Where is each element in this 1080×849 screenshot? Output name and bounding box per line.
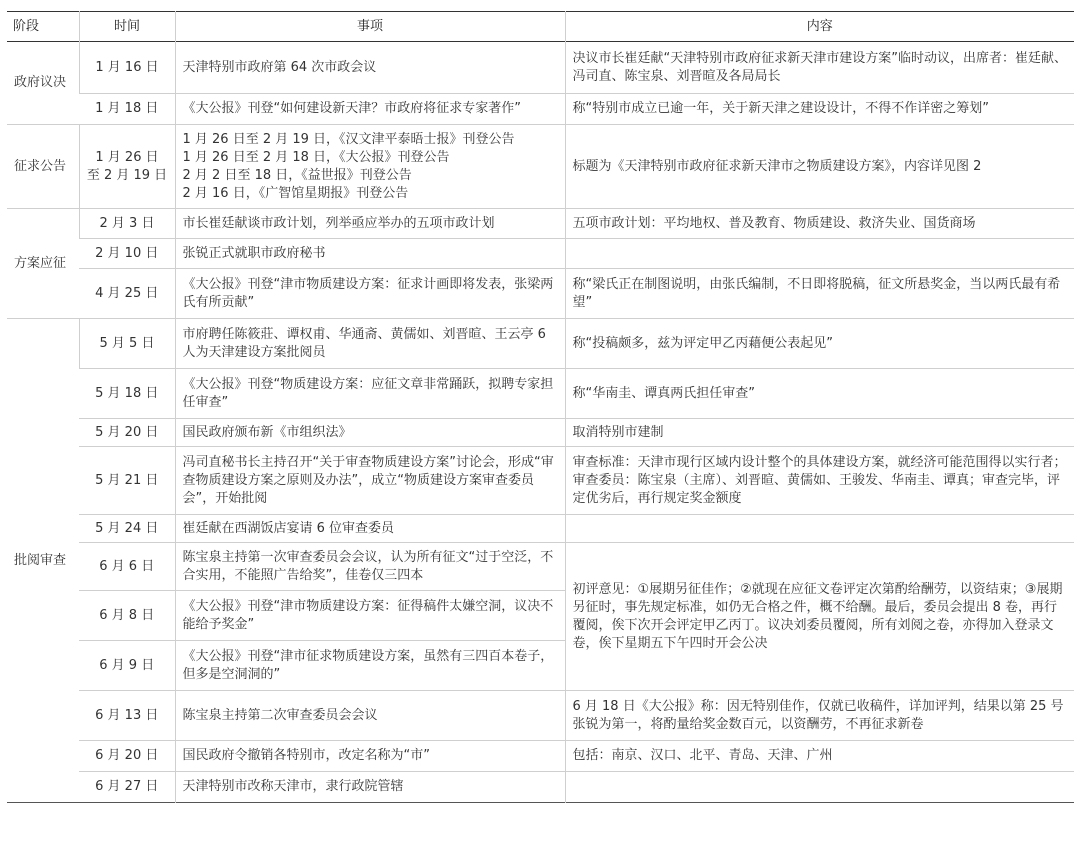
stage-cell: 批阅审查 (14, 552, 67, 568)
content-cell: 审查标准：天津市现行区域内设计整个的具体建设方案，就经济可能范围得以实行者；审查委员：陈宝泉（主席）、刘晋暄、黄儒如、王骏发、华南圭、谭真；审查完毕，评定优劣后，再行规定奖金额度 (565, 447, 1074, 515)
time-cell: 2 月 10 日 (95, 245, 159, 261)
time-cell: 6 月 27 日 (95, 779, 159, 794)
content-cell: 称“梁氏正在制图说明，由张氏编制，不日即将脱稿，征文所悬奖金，当以两氏最有希望” (565, 269, 1074, 319)
table-row (7, 94, 1074, 125)
event-cell: 《大公报》刊登“物质建设方案：应征文章非常踊跃，拟聘专家担任审查” (175, 369, 565, 419)
table-row (7, 515, 1074, 543)
event-cell: 陈宝泉主持第一次审查委员会会议，认为所有征文“过于空泛，不合实用，不能照广告给奖”，佳卷仅三四本 (175, 543, 565, 591)
event-cell: 《大公报》刊登“津市征求物质建设方案，虽然有三四百本卷子，但多是空洞洞的” (175, 641, 565, 691)
time-cell: 5 月 20 日 (95, 424, 159, 440)
time-cell: 6 月 13 日 (95, 707, 159, 723)
event-line: 1 月 26 日至 2 月 19 日，《汉文津平泰晤士报》刊登公告 (182, 131, 515, 147)
header-content: 内容 (565, 12, 1074, 42)
stage-cell: 方案应征 (14, 255, 67, 271)
event-line: 1 月 26 日至 2 月 18 日，《大公报》刊登公告 (182, 149, 450, 165)
event-cell: 冯司直秘书长主持召开“关于审查物质建设方案”讨论会，形成“审查物质建设方案之原则及办法”，成立“物质建设方案审查委员会”，开始批阅 (175, 447, 565, 515)
event-cell: 《大公报》刊登“津市物质建设方案：征求计画即将发表，张梁两氏有所贡献” (175, 269, 565, 319)
time-line: 至 2 月 19 日 (86, 167, 168, 183)
event-cell: 天津特别市政府第 64 次市政会议 (175, 42, 565, 94)
content-cell: 称“华南圭、谭真两氏担任审查” (565, 369, 1074, 419)
table-row (7, 369, 1074, 419)
event-cell: 市长崔廷献谈市政计划，列举亟应举办的五项市政计划 (175, 209, 565, 239)
time-cell: 6 月 8 日 (99, 607, 155, 623)
content-cell: 称“投稿颇多，兹为评定甲乙丙藉便公表起见” (565, 319, 1074, 369)
content-cell: 6 月 18 日《大公报》称：因无特别佳作，仅就已收稿件，详加评判，结果以第 25 号张锐为第一，将酌量给奖金数百元，以资酬劳，不再征求新卷 (565, 691, 1074, 741)
event-cell: 陈宝泉主持第二次审查委员会会议 (175, 691, 565, 741)
table-header-row (7, 12, 1074, 42)
time-cell: 6 月 20 日 (95, 748, 159, 763)
time-cell: 5 月 21 日 (95, 472, 159, 488)
table-row (7, 419, 1074, 447)
header-time: 时间 (79, 12, 175, 42)
time-cell: 1 月 18 日 (95, 101, 159, 116)
table-row (7, 543, 1074, 591)
table-row (7, 125, 1074, 209)
content-cell (565, 515, 1074, 543)
content-cell: 取消特别市建制 (565, 419, 1074, 447)
event-cell: 天津特别市改称天津市，隶行政院管辖 (175, 772, 565, 803)
event-cell (175, 125, 565, 209)
time-cell: 5 月 24 日 (95, 520, 159, 536)
table-row (7, 42, 1074, 94)
time-cell (79, 125, 175, 209)
content-cell: 标题为《天津特别市政府征求新天津市之物质建设方案》，内容详见图 2 (565, 125, 1074, 209)
table-row (7, 741, 1074, 772)
time-cell: 4 月 25 日 (95, 285, 159, 301)
table-row (7, 319, 1074, 369)
event-cell: 国民政府令撤销各特别市，改定名称为“市” (175, 741, 565, 772)
event-cell: 国民政府颁布新《市组织法》 (175, 419, 565, 447)
time-cell: 2 月 3 日 (79, 209, 175, 239)
content-cell: 初评意见：①展期另征佳作；②就现在应征文卷评定次第酌给酬劳，以资结束；③展期另征时，事先规定标准，如仍无合格之件，概不给酬。最后，委员会提出 8 卷，再行覆阅，俟下次开会评定甲乙丙丁。议决刘委员覆阅，所有刘阅之卷，亦得加入登录文卷，俟下星期五下午四时开会公决 (565, 543, 1074, 691)
table-row (7, 447, 1074, 515)
table-row (7, 209, 1074, 239)
table-row (7, 269, 1074, 319)
content-cell: 决议市长崔廷献“天津特别市政府征求新天津市建设方案”临时动议，出席者：崔廷献、冯司直、陈宝泉、刘晋暄及各局局长 (565, 42, 1074, 94)
time-cell: 6 月 6 日 (99, 558, 155, 574)
event-cell: 《大公报》刊登“如何建设新天津？市政府将征求专家著作” (175, 94, 565, 125)
content-cell: 五项市政计划：平均地权、普及教育、物质建设、救济失业、国货商场 (565, 209, 1074, 239)
event-cell: 崔廷献在西湖饭店宴请 6 位审查委员 (175, 515, 565, 543)
table-row (7, 691, 1074, 741)
event-timeline-table (7, 11, 1074, 803)
time-cell: 6 月 9 日 (99, 657, 155, 673)
content-cell: 称“特别市成立已逾一年，关于新天津之建设设计，不得不作详密之筹划” (565, 94, 1074, 125)
time-cell: 5 月 5 日 (79, 319, 175, 369)
stage-cell: 征求公告 (14, 158, 67, 174)
header-event: 事项 (175, 12, 565, 42)
time-cell: 1 月 16 日 (79, 42, 175, 94)
header-stage: 阶段 (13, 18, 40, 34)
content-cell: 包括：南京、汉口、北平、青岛、天津、广州 (565, 741, 1074, 772)
stage-cell: 政府议决 (14, 75, 67, 90)
time-line: 1 月 26 日 (95, 149, 159, 165)
content-cell (565, 772, 1074, 803)
event-cell: 市府聘任陈筱莊、谭权甫、华通斋、黄儒如、刘晋暄、王云亭 6 人为天津建设方案批阅员 (175, 319, 565, 369)
content-cell (565, 239, 1074, 269)
event-cell: 《大公报》刊登“津市物质建设方案：征得稿件太嫌空洞，议决不能给予奖金” (175, 591, 565, 641)
time-cell: 5 月 18 日 (95, 385, 159, 401)
table-row (7, 239, 1074, 269)
table-row (7, 772, 1074, 803)
event-line: 2 月 2 日至 18 日，《益世报》刊登公告 (182, 167, 412, 183)
event-line: 2 月 16 日，《广智馆星期报》刊登公告 (182, 185, 409, 201)
event-cell: 张锐正式就职市政府秘书 (175, 239, 565, 269)
